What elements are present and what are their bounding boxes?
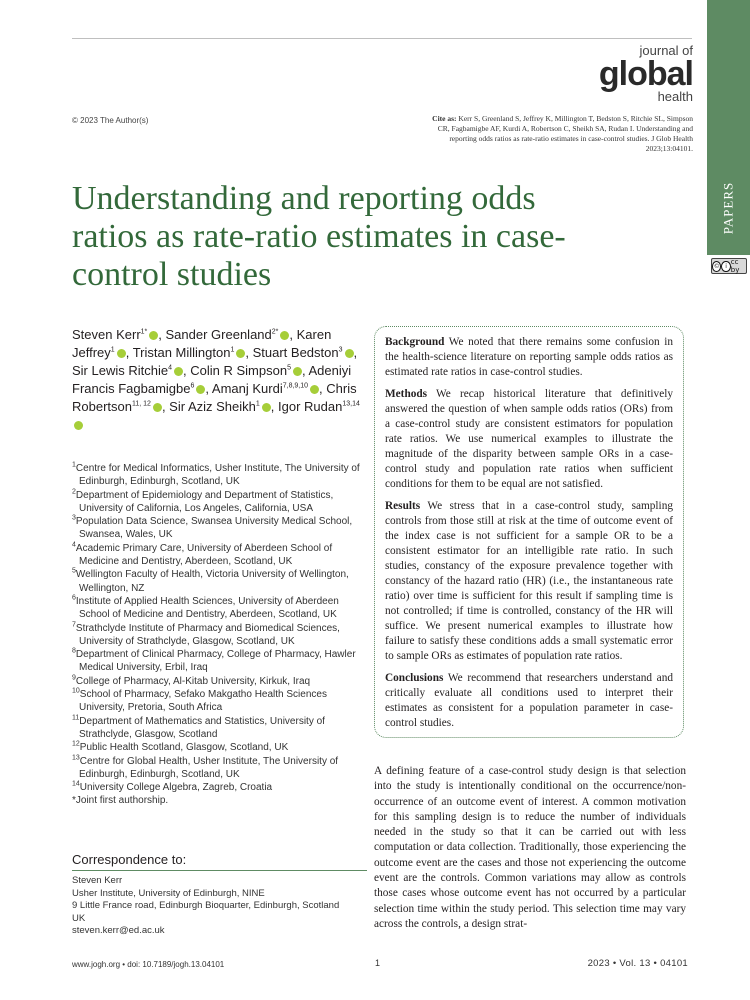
orcid-icon[interactable] xyxy=(280,331,289,340)
author-affiliation-marker: 6 xyxy=(190,382,195,390)
affiliation-text: Centre for Global Health, Usher Institute, The University of Edinburgh, Edinburgh, Scotland, UK xyxy=(79,755,339,780)
affiliation xyxy=(72,741,367,754)
affiliation-number: 4 xyxy=(72,541,76,549)
affiliation-number: 8 xyxy=(72,647,76,655)
cite-as xyxy=(425,114,693,154)
journal-logo xyxy=(598,44,693,104)
orcid-icon[interactable] xyxy=(153,403,162,412)
affiliation-number: 13 xyxy=(72,754,80,762)
correspondence-address: 9 Little France road, Edinburgh Bioquarter, Edinburgh, Scotland xyxy=(72,900,340,911)
orcid-icon[interactable] xyxy=(196,385,205,394)
affiliation-number: 2 xyxy=(72,488,76,496)
affiliation-number: 1 xyxy=(72,461,76,469)
affiliation-text: University College Algebra, Zagreb, Croatia xyxy=(79,782,273,794)
correspondence-heading: Correspondence to: xyxy=(72,852,187,867)
affiliation-number: 10 xyxy=(72,687,80,695)
affiliation-number: 11 xyxy=(72,714,80,722)
affiliation xyxy=(72,515,367,542)
orcid-icon[interactable] xyxy=(149,331,158,340)
affiliation xyxy=(72,542,367,569)
abstract-background xyxy=(385,335,673,380)
orcid-icon[interactable] xyxy=(262,403,271,412)
orcid-icon[interactable] xyxy=(293,367,302,376)
by-icon: i xyxy=(721,261,730,272)
author-affiliation-marker: 4 xyxy=(168,364,172,372)
abstract-text: We recommend that researchers understand and critically evaluate all conditions used to interpret their estimates as consistent for a population parameter in case-control studies. xyxy=(385,672,673,729)
orcid-icon[interactable] xyxy=(345,349,354,358)
affiliation-text: Department of Mathematics and Statistics, University of Strathclyde, Glasgow, Scotland xyxy=(79,715,325,740)
cc-license-badge xyxy=(711,258,747,274)
orcid-icon[interactable] xyxy=(310,385,319,394)
affiliation-text: Population Data Science, Swansea University Medical School, Swansea, Wales, UK xyxy=(75,516,353,541)
correspondence-address: Usher Institute, University of Edinburgh, NINE xyxy=(72,887,265,899)
affiliation-text: Wellington Faculty of Health, Victoria University of Wellington, Wellington, NZ xyxy=(75,569,349,594)
author-name: Karen Jeffrey xyxy=(72,327,332,360)
affiliation-text: Public Health Scotland, Glasgow, Scotland, UK xyxy=(79,742,289,754)
logo-main-text: global xyxy=(598,55,693,93)
author xyxy=(72,327,158,342)
affiliation xyxy=(72,622,367,649)
author-name: Igor Rudan xyxy=(278,399,343,414)
author-affiliation-marker: 13,14 xyxy=(342,400,360,408)
author-affiliation-marker: 1 xyxy=(255,400,260,408)
affiliation-text: Department of Clinical Pharmacy, College of Pharmacy, Hawler Medical University, Erbil, Iraq xyxy=(75,649,356,674)
correspondence-name: Steven Kerr xyxy=(72,875,123,886)
author-name: Sander Greenland xyxy=(165,327,272,342)
abstract-box xyxy=(374,326,684,738)
abstract-results xyxy=(385,499,673,664)
abstract-label: Methods xyxy=(385,388,428,400)
affiliation-text: Institute of Applied Health Sciences, University of Aberdeen School of Medicine and Dentistry, Aberdeen, Scotland, UK xyxy=(75,595,339,621)
affiliation xyxy=(72,462,367,489)
abstract-text: We noted that there remains some confusion in the health-science literature on reporting sample odds ratios as estimated rate ratios in case-control studies. xyxy=(385,336,673,378)
correspondence-country: UK xyxy=(72,912,86,924)
author-name: Colin R Simpson xyxy=(190,363,288,378)
abstract-label: Results xyxy=(385,500,421,512)
header-rule xyxy=(72,38,692,39)
author-name: Tristan Millington xyxy=(132,345,231,360)
author-name: Amanj Kurdi xyxy=(211,381,283,396)
cc-icon: © xyxy=(713,262,720,270)
author-affiliation-marker: 1* xyxy=(140,328,148,336)
author xyxy=(133,345,246,360)
footer-volume: 2023 • Vol. 13 • 04101 xyxy=(587,958,688,969)
author xyxy=(169,399,271,414)
affiliation xyxy=(72,781,367,794)
author xyxy=(253,345,354,360)
abstract-conclusions xyxy=(385,671,673,731)
author-affiliation-marker: 5 xyxy=(287,364,291,372)
affiliation xyxy=(72,715,367,742)
journal-side-tab xyxy=(707,0,750,1000)
abstract-text: We stress that in a case-control study, sampling controls from those still at risk at the time of outcome event of the index case is not sufficient for a sample OR to be a consistent estimator for an intelligible rate ratio. In such studies, constancy of the exposure prevalence together with constancy of the hazard ratio (HR) (i.e., the instantaneous rate ratio) over time is sufficient for this result if sampling time is not controlled; if time is controlled, constancy of the HR will suffice. We present numerical examples to illustrate how failure to satisfy these conditions adds a small systematic error to sample ORs as estimates of population rate ratios. xyxy=(385,500,673,662)
affiliation xyxy=(72,568,367,595)
body-text: A defining feature of a case-control study design is that selection into the study is intentionally conditional on the occurrence/non-occurrence of an outcome event of interest. A common motivation for this sampling design is to reduce the number of individuals needed in the study so that it can be carried out with less computation or data collection. Traditionally, those experiencing the outcome event are the cases and those not experiencing the outcome event are the controls. Common variations may allow as controls those cases whose outcome event has not occurred by a particular selection time within the study period. This selection time may vary across the controls, a design strat- xyxy=(374,765,686,930)
affiliation-number: 9 xyxy=(72,674,76,682)
affiliation-number: 14 xyxy=(72,780,80,788)
abstract-methods xyxy=(385,387,673,492)
affiliation xyxy=(72,489,367,516)
logo-top-text: journal of xyxy=(639,43,693,58)
affiliation xyxy=(72,675,367,688)
section-tab xyxy=(707,160,750,255)
affiliation-number: 3 xyxy=(72,514,76,522)
affiliation-text: Academic Primary Care, University of Aberdeen School of Medicine and Dentistry, Aberdeen, Scotland, UK xyxy=(75,542,333,568)
abstract-text: We recap historical literature that definitively answered the question of when sample odds ratios (ORs) from a case-control study are consistent estimators for population rate ratios. We use numerical examples to illustrate the magnitude of the disparity between sample ORs in a case-control study and population rate ratios when sufficient conditions for them to be equal are not satisfied. xyxy=(385,388,674,490)
author-affiliation-marker: 1 xyxy=(230,346,235,354)
correspondence-email[interactable]: steven.kerr@ed.ac.uk xyxy=(72,925,165,936)
author-name: Sir Aziz Sheikh xyxy=(169,399,256,414)
affiliation-list xyxy=(72,462,367,808)
author-name: Steven Kerr xyxy=(72,327,141,342)
author-affiliation-marker: 7,8,9,10 xyxy=(282,382,309,390)
joint-authorship-note: *Joint first authorship. xyxy=(72,795,169,807)
author xyxy=(212,381,319,396)
affiliation-text: Department of Epidemiology and Department of Statistics, University of California, Los Angeles, California, USA xyxy=(75,489,334,514)
affiliation-number: 5 xyxy=(72,568,76,576)
affiliation-text: Centre for Medical Informatics, Usher Institute, The University of Edinburgh, Edinburgh, Scotland, UK xyxy=(75,463,360,488)
orcid-icon[interactable] xyxy=(74,421,83,430)
side-tab-green-band xyxy=(707,0,750,160)
abstract-label: Conclusions xyxy=(385,672,444,684)
affiliation-number: 12 xyxy=(72,740,80,748)
affiliation-text: Strathclyde Institute of Pharmacy and Biomedical Sciences, University of Strathclyde, Glasgow, Scotland, UK xyxy=(75,622,340,647)
abstract-label: Background xyxy=(385,336,445,348)
author-list: Steven Kerr$^{1*}$ , Sander Greenland$^{2*}$ , Karen Jeffrey$^1$ , Tristan Millington$^1$ , Stuart Bedston$^3$ , Sir Lewis Ritchie$^4$ , Colin R Simpson$^5$ , Adeniyi Francis Fagbamigbe$^6$ , Amanj Kurdi$^{7,8,9,10}$ , Chris Robertson$^{11, 12}$ , Sir Aziz Sheikh$^1$ , Igor Rudan$^{13,14}$ xyxy=(72,326,362,434)
author-name: Stuart Bedston xyxy=(252,345,339,360)
page-number: 1 xyxy=(375,958,381,968)
author-affiliation-marker: 1 xyxy=(110,346,115,354)
article-title: Understanding and reporting odds ratios as rate-ratio estimates in case-control studies xyxy=(72,180,566,293)
footer-doi[interactable]: www.jogh.org • doi: 10.7189/jogh.13.04101 xyxy=(72,960,225,969)
logo-bottom-text: health xyxy=(657,89,693,104)
orcid-icon[interactable] xyxy=(117,349,126,358)
author-name: Sir Lewis Ritchie xyxy=(72,363,169,378)
section-tab-label: PAPERS xyxy=(720,181,736,234)
affiliation-text: College of Pharmacy, Al-Kitab University, Kirkuk, Iraq xyxy=(75,675,311,687)
author-affiliation-marker: 2* xyxy=(271,328,279,336)
author-name: Chris Robertson xyxy=(72,381,357,414)
license-label: cc by xyxy=(730,258,740,274)
author xyxy=(190,363,302,378)
copyright: © 2023 The Author(s) xyxy=(72,116,149,125)
orcid-icon[interactable] xyxy=(236,349,245,358)
author-name: Adeniyi Francis Fagbamigbe xyxy=(72,363,352,396)
affiliation-number: 6 xyxy=(72,594,76,602)
author xyxy=(166,327,290,342)
affiliation xyxy=(72,595,367,622)
cite-text: Kerr S, Greenland S, Jeffrey K, Millington T, Bedston S, Ritchie SL, Simpson CR, Fagbamigbe AF, Kurdi A, Robertson C, Sheikh SA, Rudan I. Understanding and reporting odds ratios as rate-ratio estimates in case-control studies. J Glob Health 2023;13:04101. xyxy=(437,114,693,153)
author xyxy=(72,363,183,378)
affiliation xyxy=(72,648,367,675)
cite-label: Cite as: xyxy=(432,114,457,123)
affiliation-text: School of Pharmacy, Sefako Makgatho Health Sciences University, Pretoria, South Africa xyxy=(79,689,327,714)
orcid-icon[interactable] xyxy=(174,367,183,376)
correspondence-rule xyxy=(72,870,367,871)
author-affiliation-marker: 3 xyxy=(338,346,343,354)
correspondence-block xyxy=(72,875,367,938)
affiliation xyxy=(72,755,367,782)
author-affiliation-marker: 11, 12 xyxy=(131,400,151,408)
affiliation xyxy=(72,688,367,715)
affiliation-number: 7 xyxy=(72,621,76,629)
